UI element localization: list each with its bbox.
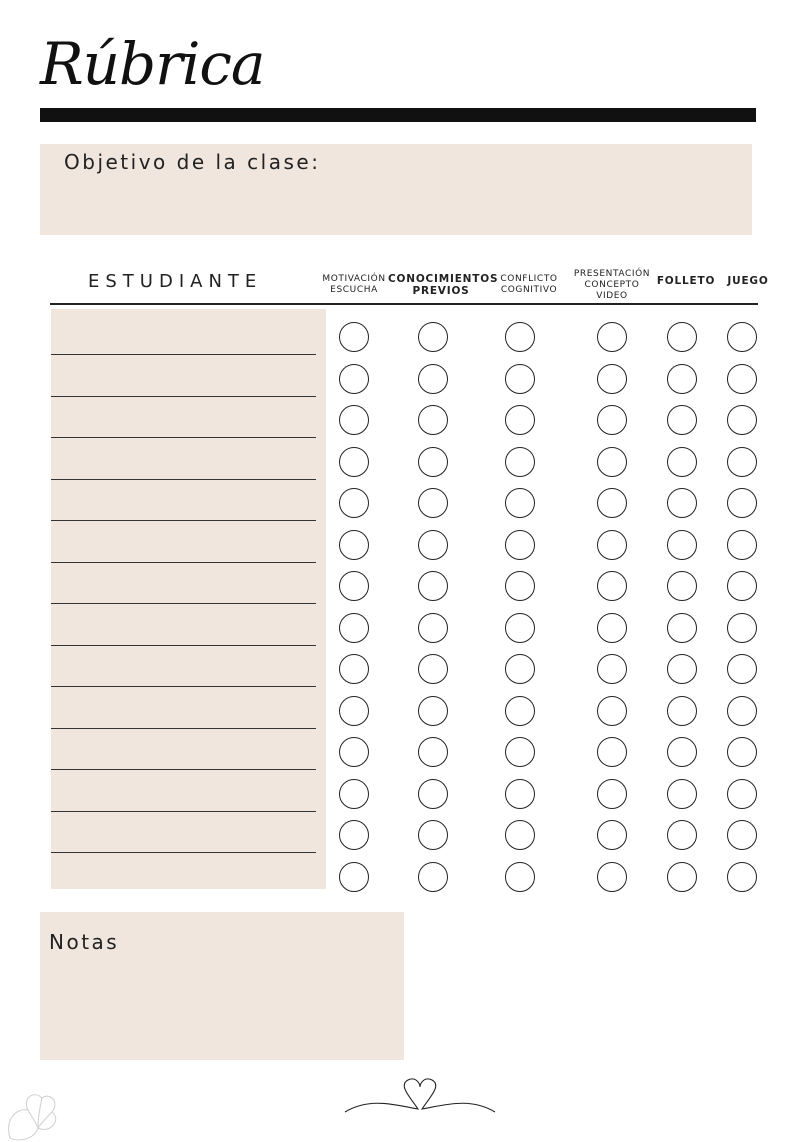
rating-circle[interactable] — [339, 737, 369, 767]
rating-circle[interactable] — [597, 862, 627, 892]
student-name-line[interactable] — [51, 686, 316, 687]
criterion-header-line: CONCEPTO — [584, 280, 640, 290]
student-name-line[interactable] — [51, 769, 316, 770]
rating-circle[interactable] — [597, 488, 627, 518]
rating-circle[interactable] — [727, 322, 757, 352]
rating-circle[interactable] — [667, 654, 697, 684]
student-name-line[interactable] — [51, 354, 316, 355]
rating-circle[interactable] — [418, 530, 448, 560]
rating-circle[interactable] — [597, 779, 627, 809]
rating-circle[interactable] — [667, 613, 697, 643]
title-bar — [40, 108, 756, 122]
rating-circle[interactable] — [505, 571, 535, 601]
criterion-header-line: VIDEO — [596, 291, 628, 301]
criterion-header-conocimientos — [388, 273, 499, 297]
rating-circle[interactable] — [597, 530, 627, 560]
criterion-header-line: COGNITIVO — [500, 285, 558, 295]
flower-icon — [0, 1080, 62, 1142]
rating-circle[interactable] — [597, 322, 627, 352]
criterion-header-folleto — [654, 275, 718, 287]
student-name-line[interactable] — [51, 437, 316, 438]
rating-circle[interactable] — [727, 447, 757, 477]
student-name-line[interactable] — [51, 811, 316, 812]
rating-circle[interactable] — [339, 530, 369, 560]
criterion-header-presentacion — [568, 269, 656, 302]
criterion-header-line: JUEGO — [727, 275, 769, 287]
objective-box[interactable] — [40, 144, 752, 235]
page-title: Rúbrica — [40, 30, 265, 98]
criterion-header-line: FOLLETO — [656, 275, 716, 287]
student-name-line[interactable] — [51, 852, 316, 853]
student-name-line[interactable] — [51, 479, 316, 480]
rating-circle[interactable] — [339, 571, 369, 601]
criterion-header-juego — [720, 275, 776, 287]
rating-circle[interactable] — [505, 530, 535, 560]
rating-circle[interactable] — [597, 696, 627, 726]
rating-circle[interactable] — [597, 613, 627, 643]
rating-circle[interactable] — [418, 488, 448, 518]
rating-circle[interactable] — [339, 364, 369, 394]
rating-circle[interactable] — [339, 779, 369, 809]
rating-circle[interactable] — [667, 820, 697, 850]
rating-circle[interactable] — [727, 364, 757, 394]
rating-circle[interactable] — [418, 696, 448, 726]
student-name-line[interactable] — [51, 645, 316, 646]
rating-circle[interactable] — [339, 405, 369, 435]
rating-circle[interactable] — [339, 613, 369, 643]
rating-circle[interactable] — [727, 405, 757, 435]
rating-circle[interactable] — [339, 696, 369, 726]
rating-circle[interactable] — [597, 405, 627, 435]
criterion-header-line: CONOCIMIENTOS — [388, 273, 499, 285]
rating-circle[interactable] — [667, 447, 697, 477]
rating-circle[interactable] — [505, 696, 535, 726]
rating-circle[interactable] — [505, 737, 535, 767]
rating-circle[interactable] — [418, 364, 448, 394]
rating-circle[interactable] — [418, 447, 448, 477]
rating-circle[interactable] — [597, 447, 627, 477]
rating-circle[interactable] — [727, 820, 757, 850]
criterion-header-line: ESCUCHA — [330, 285, 378, 295]
notes-box[interactable] — [40, 912, 404, 1060]
criterion-header-line: PREVIOS — [412, 285, 470, 297]
rating-circle[interactable] — [339, 322, 369, 352]
rating-circle[interactable] — [727, 530, 757, 560]
rating-circle[interactable] — [505, 447, 535, 477]
rating-circle[interactable] — [505, 779, 535, 809]
rating-circle[interactable] — [667, 737, 697, 767]
rating-circle[interactable] — [667, 364, 697, 394]
criterion-header-line: MOTIVACIÓN — [322, 274, 386, 284]
rating-circle[interactable] — [418, 571, 448, 601]
rating-circle[interactable] — [667, 530, 697, 560]
rating-circle[interactable] — [505, 613, 535, 643]
objective-label: Objetivo de la clase: — [64, 150, 321, 174]
rating-circle[interactable] — [339, 820, 369, 850]
rating-circle[interactable] — [339, 488, 369, 518]
rating-circle[interactable] — [727, 613, 757, 643]
student-name-line[interactable] — [51, 603, 316, 604]
rating-circle[interactable] — [727, 862, 757, 892]
rating-circle[interactable] — [727, 696, 757, 726]
student-column-header: ESTUDIANTE — [88, 271, 263, 292]
rating-circle[interactable] — [667, 779, 697, 809]
criterion-header-line: PRESENTACIÓN — [573, 269, 651, 279]
rating-circle[interactable] — [418, 613, 448, 643]
rating-circle[interactable] — [418, 405, 448, 435]
heart-flourish-icon — [340, 1075, 500, 1120]
student-name-line[interactable] — [51, 728, 316, 729]
rating-circle[interactable] — [339, 654, 369, 684]
rating-circle[interactable] — [597, 364, 627, 394]
criterion-header-motivacion — [318, 274, 390, 296]
rating-circle[interactable] — [418, 779, 448, 809]
rating-circle[interactable] — [667, 862, 697, 892]
student-name-line[interactable] — [51, 396, 316, 397]
rating-circle[interactable] — [418, 862, 448, 892]
rating-circle[interactable] — [597, 737, 627, 767]
rating-circle[interactable] — [667, 322, 697, 352]
student-name-line[interactable] — [51, 520, 316, 521]
rating-circle[interactable] — [727, 488, 757, 518]
rating-circle[interactable] — [505, 654, 535, 684]
rating-circle[interactable] — [597, 820, 627, 850]
header-rule — [50, 303, 758, 305]
rating-circle[interactable] — [667, 488, 697, 518]
rating-circle[interactable] — [505, 405, 535, 435]
rating-circle[interactable] — [667, 696, 697, 726]
rating-circle[interactable] — [505, 364, 535, 394]
rating-circle[interactable] — [597, 654, 627, 684]
rating-circle[interactable] — [505, 820, 535, 850]
rating-circle[interactable] — [339, 447, 369, 477]
rating-circle[interactable] — [667, 571, 697, 601]
rating-circle[interactable] — [727, 779, 757, 809]
rating-circle[interactable] — [418, 737, 448, 767]
rating-circle[interactable] — [418, 654, 448, 684]
rating-circle[interactable] — [339, 862, 369, 892]
rating-circle[interactable] — [597, 571, 627, 601]
rating-circle[interactable] — [418, 322, 448, 352]
rating-circle[interactable] — [667, 405, 697, 435]
rating-circle[interactable] — [727, 571, 757, 601]
rating-circle[interactable] — [418, 820, 448, 850]
rating-circle[interactable] — [505, 862, 535, 892]
criterion-header-line: CONFLICTO — [500, 274, 558, 284]
criterion-header-conflicto — [494, 274, 564, 296]
rating-circle[interactable] — [505, 322, 535, 352]
notes-label: Notas — [49, 930, 120, 954]
rating-circle[interactable] — [727, 737, 757, 767]
rating-circle[interactable] — [505, 488, 535, 518]
student-panel — [51, 309, 326, 889]
rating-circle[interactable] — [727, 654, 757, 684]
student-name-line[interactable] — [51, 562, 316, 563]
